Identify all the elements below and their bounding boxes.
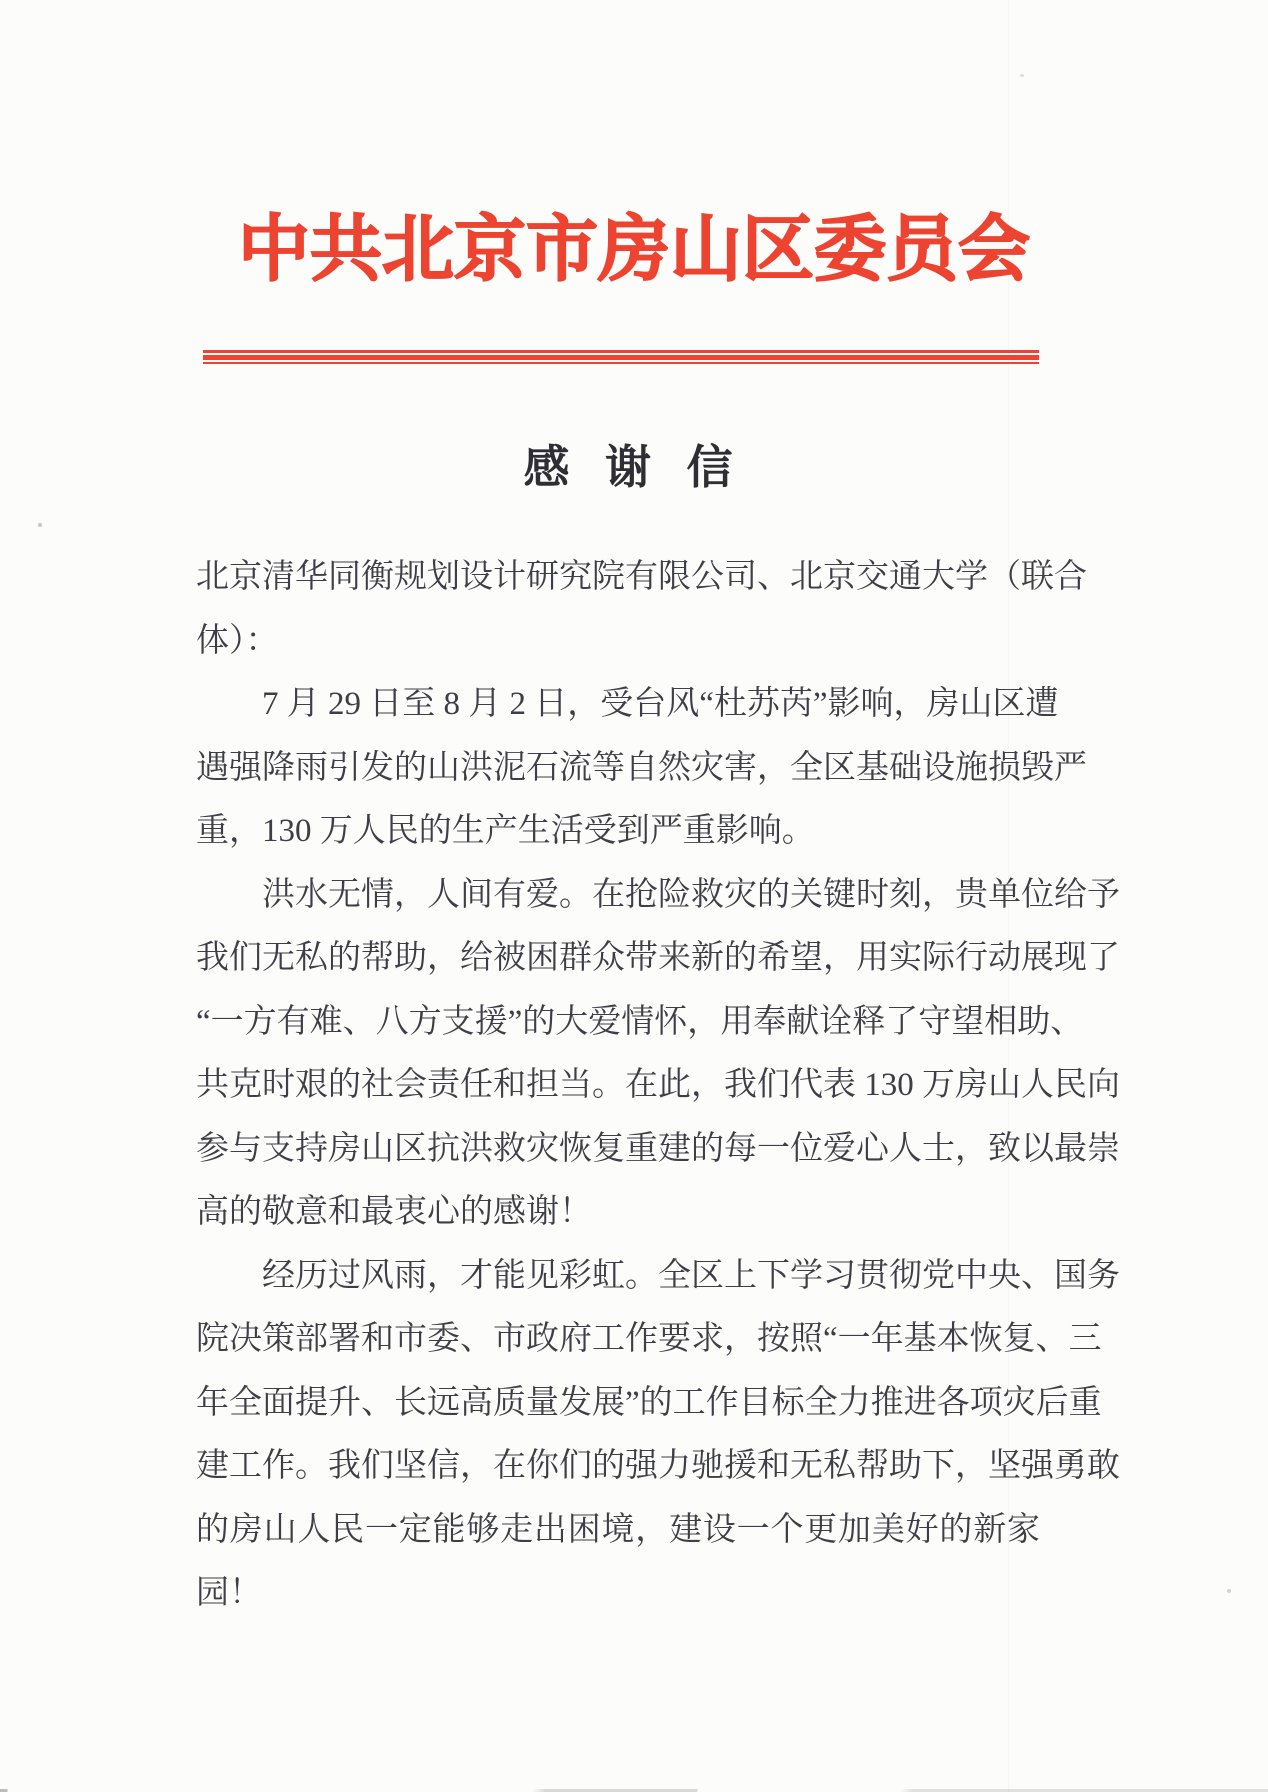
body-line: 经历过风雨，才能见彩虹。全区上下学习贯彻党中央、国务 [262,1257,1120,1294]
letterhead-title: 中共北京市房山区委员会 [237,210,1030,290]
rule-bar-bottom [203,362,1039,364]
body-line: 院决策部署和市委、市政府工作要求，按照“一年基本恢复、三 [196,1321,1102,1357]
body-line: 年全面提升、长远高质量发展”的工作目标全力推进各项灾后重 [196,1384,1102,1421]
body-line: 共克时艰的社会责任和担当。在此，我们代表 130 万房山人民向 [196,1067,1120,1103]
body-line: 北京清华同衡规划设计研究院有限公司、北京交通大学（联合 [196,559,1087,595]
scan-artifact-dot [1227,1589,1231,1593]
body-line: 洪水无情，人间有爱。在抢险救灾的关键时刻，贵单位给予 [262,876,1120,913]
body-line: 的房山人民一定能够走出困境，建设一个更加美好的新家园！ [196,1511,1040,1611]
body-line: 7 月 29 日至 8 月 2 日，受台风“杜苏芮”影响，房山区遭 [262,686,1059,722]
scan-artifact-dot [1020,74,1024,77]
body-line: 体）： [196,622,279,659]
body-line: 我们无私的帮助，给被困群众带来新的希望，用实际行动展现了 [196,940,1120,976]
body-line: 重，130 万人民的生产生活受到严重影响。 [196,813,815,849]
body-line: 参与支持房山区抗洪救灾恢复重建的每一位爱心人士，致以最崇 [196,1130,1120,1167]
scan-artifact-dot [38,523,42,527]
body-line: 建工作。我们坚信，在你们的强力驰援和无私帮助下，坚强勇敢 [196,1448,1120,1484]
body-line: 遇强降雨引发的山洪泥石流等自然灾害，全区基础设施损毁严 [196,749,1087,786]
body-line: “一方有难、八方支援”的大爱情怀，用奉献诠释了守望相助、 [196,1003,1084,1040]
letter-title: 感 谢 信 [523,442,745,493]
body-line: 高的敬意和最衷心的感谢！ [196,1194,592,1230]
red-double-rule [203,350,1039,364]
scan-artifact-line [1008,0,1009,1792]
letter-body [196,546,1120,1611]
